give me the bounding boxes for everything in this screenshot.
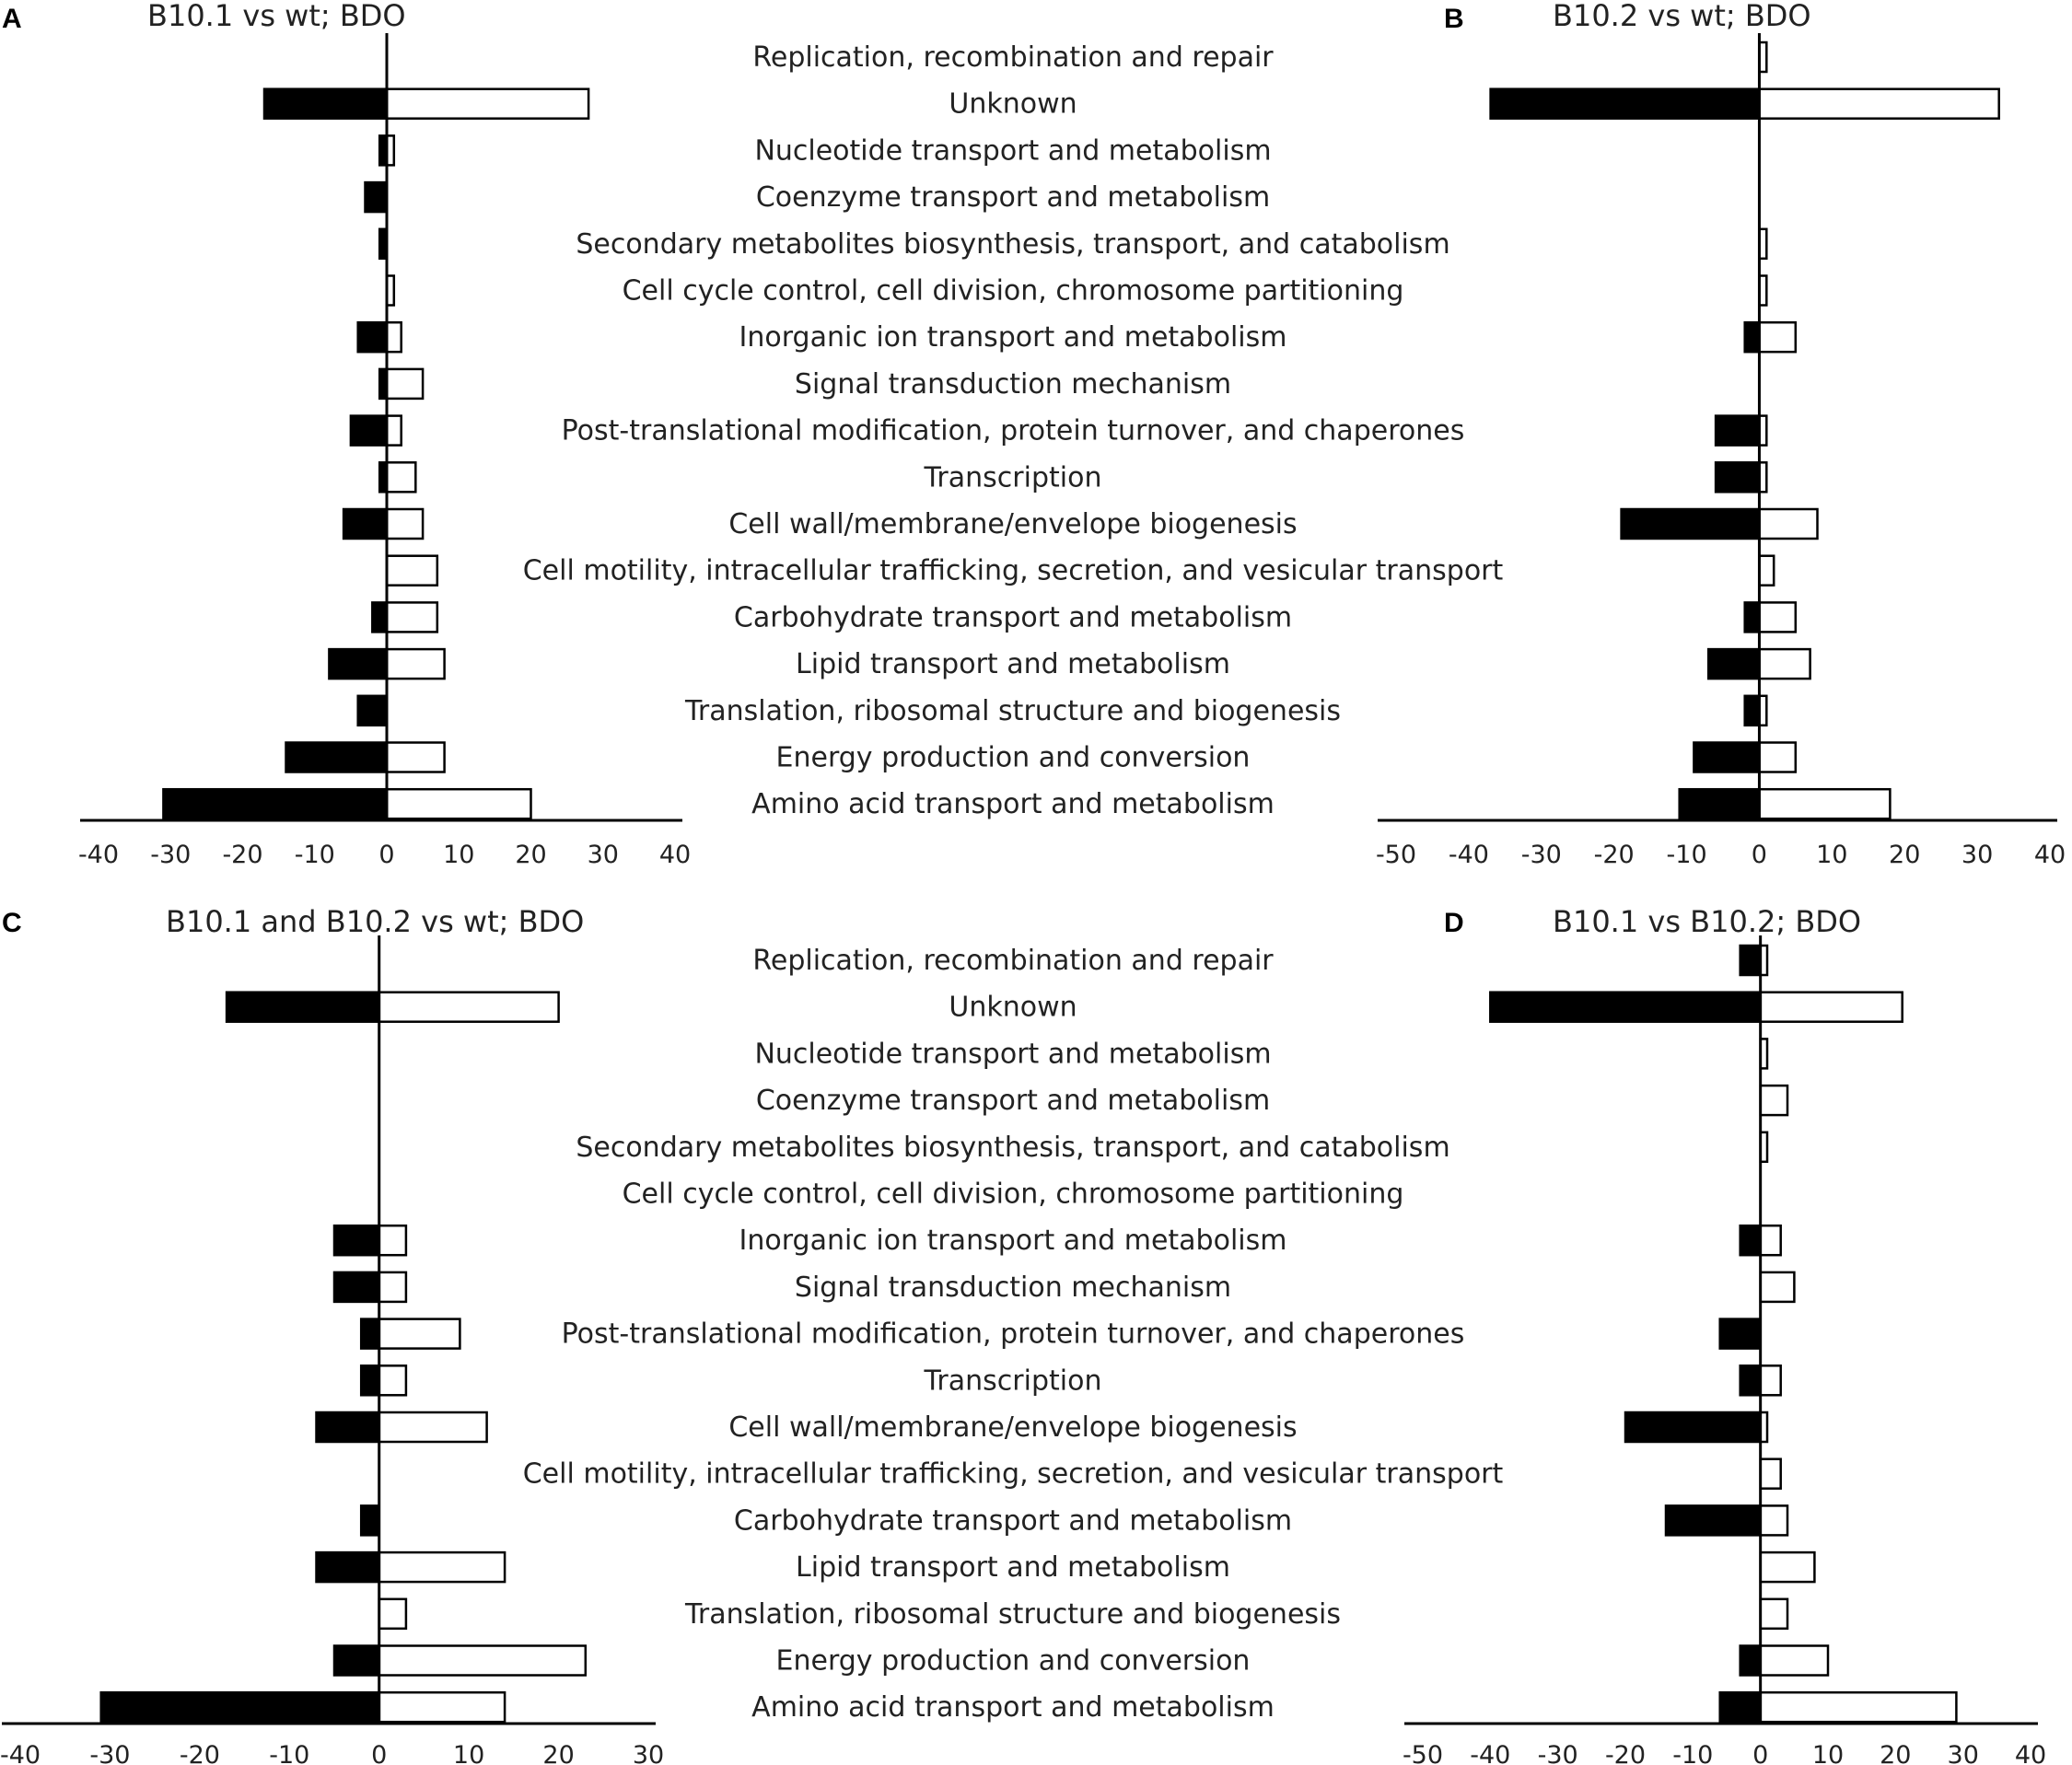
bar-up-energy-production-and-conversion — [387, 743, 445, 772]
x-tick-label: -50 — [1375, 841, 1417, 869]
x-tick-label: -50 — [1402, 1741, 1444, 1765]
bar-down-post-translational-modification-protein-turnover-and-chaperones — [351, 416, 387, 446]
category-label: Unknown — [949, 991, 1077, 1024]
bar-down-translation-ribosomal-structure-and-biogenesis — [1745, 696, 1760, 726]
bar-up-carbohydrate-transport-and-metabolism — [1761, 1505, 1787, 1535]
x-tick-label: 10 — [1816, 841, 1848, 869]
bar-up-energy-production-and-conversion — [379, 1646, 586, 1676]
x-tick-label: 0 — [1752, 1741, 1769, 1765]
bar-down-energy-production-and-conversion — [334, 1646, 379, 1676]
category-label: Cell motility, intracellular trafficking, secretion, and vesicular transport — [522, 1457, 1504, 1491]
bar-down-amino-acid-transport-and-metabolism — [163, 789, 387, 819]
bar-down-post-translational-modification-protein-turnover-and-chaperones — [1720, 1319, 1761, 1349]
panel-d — [1403, 904, 2046, 1765]
x-tick-label: -30 — [150, 841, 192, 869]
x-tick-label: -30 — [89, 1741, 131, 1765]
bar-down-amino-acid-transport-and-metabolism — [101, 1692, 379, 1722]
bar-down-inorganic-ion-transport-and-metabolism — [1740, 1225, 1761, 1255]
category-label: Transcription — [924, 461, 1102, 494]
bar-up-post-translational-modification-protein-turnover-and-chaperones — [387, 416, 402, 446]
panel-c — [0, 904, 1504, 1765]
bar-up-unknown — [379, 993, 559, 1022]
x-tick-label: 0 — [378, 841, 395, 869]
bar-up-cell-wall-membrane-envelope-biogenesis — [379, 1412, 487, 1442]
bar-up-lipid-transport-and-metabolism — [379, 1552, 505, 1582]
bar-up-unknown — [387, 89, 588, 119]
x-tick-label: 30 — [1961, 841, 1994, 869]
bar-up-cell-motility-intracellular-trafficking-secretion-and-vesicular-transport — [387, 556, 437, 586]
x-tick-label: -40 — [77, 841, 120, 869]
bar-down-energy-production-and-conversion — [286, 743, 388, 772]
bar-down-post-translational-modification-protein-turnover-and-chaperones — [1716, 416, 1759, 446]
category-label: Unknown — [949, 87, 1077, 121]
x-tick-label: -20 — [1604, 1741, 1647, 1765]
x-tick-label: -20 — [179, 1741, 220, 1765]
category-label: Cell cycle control, cell division, chromosome partitioning — [622, 274, 1404, 308]
category-label: Cell wall/membrane/envelope biogenesis — [728, 508, 1298, 540]
bar-down-transcription — [1716, 462, 1759, 492]
bar-up-cell-motility-intracellular-trafficking-secretion-and-vesicular-transport — [1761, 1459, 1781, 1489]
bar-up-energy-production-and-conversion — [1761, 1646, 1828, 1676]
category-label: Post-translational modification, protein turnover, and chaperones — [561, 1318, 1465, 1351]
x-tick-label: 30 — [587, 841, 619, 869]
bar-down-cell-wall-membrane-envelope-biogenesis — [343, 509, 387, 539]
x-tick-label: -30 — [1520, 841, 1562, 869]
x-tick-label: -20 — [1593, 841, 1635, 869]
bar-up-cell-wall-membrane-envelope-biogenesis — [387, 509, 423, 539]
bars — [1491, 42, 1999, 819]
category-label: Amino acid transport and metabolism — [751, 1691, 1275, 1724]
bar-down-inorganic-ion-transport-and-metabolism — [358, 322, 387, 352]
x-tick-label: -40 — [0, 1741, 41, 1765]
bar-up-signal-transduction-mechanism — [1761, 1272, 1795, 1302]
category-label: Nucleotide transport and metabolism — [754, 1038, 1272, 1071]
x-tick-label: -20 — [222, 841, 263, 869]
bar-up-unknown — [1761, 993, 1903, 1022]
x-tick-label: -40 — [1448, 841, 1489, 869]
bar-up-post-translational-modification-protein-turnover-and-chaperones — [379, 1319, 460, 1349]
category-label: Lipid transport and metabolism — [796, 1551, 1230, 1585]
bar-up-carbohydrate-transport-and-metabolism — [387, 602, 437, 632]
bar-down-inorganic-ion-transport-and-metabolism — [334, 1225, 379, 1255]
bar-down-energy-production-and-conversion — [1740, 1646, 1761, 1676]
bar-up-lipid-transport-and-metabolism — [387, 649, 445, 679]
category-label: Inorganic ion transport and metabolism — [739, 321, 1287, 354]
x-tick-label: 20 — [515, 841, 547, 869]
category-label: Cell motility, intracellular trafficking, secretion, and vesicular transport — [522, 554, 1504, 587]
bar-down-lipid-transport-and-metabolism — [317, 1552, 379, 1582]
bar-up-transcription — [387, 462, 415, 492]
bar-down-transcription — [1740, 1365, 1761, 1395]
category-label: Signal transduction mechanism — [794, 367, 1232, 401]
category-label: Amino acid transport and metabolism — [751, 788, 1275, 821]
bar-up-inorganic-ion-transport-and-metabolism — [379, 1225, 406, 1255]
x-tick-label: 10 — [452, 1741, 485, 1765]
category-label: Carbohydrate transport and metabolism — [733, 601, 1293, 634]
x-tick-label: 30 — [1947, 1741, 1979, 1765]
x-tick-label: 20 — [1880, 1741, 1912, 1765]
x-tick-label: -30 — [1537, 1741, 1578, 1765]
bar-up-amino-acid-transport-and-metabolism — [387, 789, 531, 819]
bar-down-carbohydrate-transport-and-metabolism — [361, 1505, 379, 1535]
panel-letter: B — [1444, 4, 1464, 34]
panel-title: B10.1 vs B10.2; BDO — [1553, 904, 1862, 939]
bar-down-replication-recombination-and-repair — [1740, 946, 1761, 975]
panel-title: B10.1 and B10.2 vs wt; BDO — [166, 904, 585, 939]
bar-down-energy-production-and-conversion — [1694, 743, 1759, 772]
category-label: Energy production and conversion — [775, 1644, 1251, 1678]
bar-up-signal-transduction-mechanism — [379, 1272, 406, 1302]
bars — [1490, 946, 1956, 1722]
bar-up-cell-wall-membrane-envelope-biogenesis — [1759, 509, 1817, 539]
panel-title: B10.2 vs wt; BDO — [1553, 0, 1811, 33]
bar-down-inorganic-ion-transport-and-metabolism — [1745, 322, 1760, 352]
bars — [101, 993, 586, 1723]
category-label: Energy production and conversion — [775, 741, 1251, 774]
category-label: Secondary metabolites biosynthesis, transport, and catabolism — [576, 1131, 1450, 1164]
panel-letter: C — [2, 908, 22, 938]
category-label: Replication, recombination and repair — [752, 41, 1274, 74]
bar-up-unknown — [1759, 89, 1998, 119]
category-label: Coenzyme transport and metabolism — [755, 181, 1271, 215]
x-tick-label: -10 — [1666, 841, 1707, 869]
bar-up-transcription — [1761, 1365, 1781, 1395]
panel-title: B10.1 vs wt; BDO — [147, 0, 406, 33]
x-tick-label: 20 — [542, 1741, 575, 1765]
x-tick-label: 40 — [2014, 1741, 2047, 1765]
category-label: Translation, ribosomal structure and biogenesis — [684, 1597, 1342, 1631]
bar-up-inorganic-ion-transport-and-metabolism — [1761, 1225, 1781, 1255]
x-tick-label: 10 — [1811, 1741, 1845, 1765]
bar-up-signal-transduction-mechanism — [387, 369, 423, 399]
bar-up-amino-acid-transport-and-metabolism — [379, 1692, 505, 1722]
category-label: Inorganic ion transport and metabolism — [739, 1225, 1287, 1258]
bar-up-energy-production-and-conversion — [1759, 743, 1795, 772]
x-tick-label: -10 — [269, 1741, 310, 1765]
x-tick-label: -10 — [294, 841, 335, 869]
x-tick-label: 30 — [632, 1741, 665, 1765]
x-tick-label: 0 — [1751, 841, 1767, 869]
bar-up-lipid-transport-and-metabolism — [1761, 1552, 1815, 1582]
bar-down-lipid-transport-and-metabolism — [329, 649, 387, 679]
bar-down-cell-wall-membrane-envelope-biogenesis — [1625, 1412, 1761, 1442]
x-tick-label: 0 — [371, 1741, 388, 1765]
category-label: Signal transduction mechanism — [794, 1271, 1232, 1304]
bar-up-translation-ribosomal-structure-and-biogenesis — [379, 1599, 406, 1629]
bar-up-inorganic-ion-transport-and-metabolism — [1759, 322, 1795, 352]
bar-up-coenzyme-transport-and-metabolism — [1761, 1086, 1787, 1115]
category-labels — [523, 41, 1504, 820]
x-tick-label: 20 — [1889, 841, 1921, 869]
bar-down-post-translational-modification-protein-turnover-and-chaperones — [361, 1319, 379, 1349]
bar-down-lipid-transport-and-metabolism — [1708, 649, 1759, 679]
x-tick-label: 40 — [658, 841, 692, 869]
bar-down-signal-transduction-mechanism — [334, 1272, 379, 1302]
category-label: Lipid transport and metabolism — [796, 648, 1230, 681]
bar-up-cell-motility-intracellular-trafficking-secretion-and-vesicular-transport — [1759, 556, 1774, 586]
category-label: Replication, recombination and repair — [752, 945, 1274, 977]
bar-down-unknown — [1491, 89, 1760, 119]
x-tick-label: -40 — [1470, 1741, 1511, 1765]
category-label: Cell cycle control, cell division, chromosome partitioning — [622, 1178, 1404, 1211]
bar-down-unknown — [1490, 993, 1760, 1022]
bar-down-translation-ribosomal-structure-and-biogenesis — [358, 696, 387, 726]
category-label: Transcription — [924, 1364, 1102, 1398]
axes — [1403, 935, 2046, 1765]
panel-letter: D — [1444, 908, 1464, 938]
panel-a — [2, 0, 1504, 869]
category-label: Carbohydrate transport and metabolism — [733, 1504, 1293, 1538]
bar-up-translation-ribosomal-structure-and-biogenesis — [1761, 1599, 1787, 1629]
bar-down-cell-wall-membrane-envelope-biogenesis — [1622, 509, 1760, 539]
bar-down-transcription — [361, 1365, 379, 1395]
bar-up-transcription — [379, 1365, 406, 1395]
bar-down-carbohydrate-transport-and-metabolism — [372, 602, 387, 632]
x-tick-label: 10 — [443, 841, 475, 869]
x-tick-label: 40 — [2033, 841, 2066, 869]
category-labels — [523, 945, 1504, 1724]
bar-up-amino-acid-transport-and-metabolism — [1759, 789, 1890, 819]
bar-down-carbohydrate-transport-and-metabolism — [1745, 602, 1760, 632]
category-label: Cell wall/membrane/envelope biogenesis — [728, 1411, 1298, 1444]
bars — [163, 89, 588, 819]
bar-up-amino-acid-transport-and-metabolism — [1761, 1692, 1957, 1722]
bar-down-unknown — [227, 993, 379, 1022]
bar-down-amino-acid-transport-and-metabolism — [1680, 789, 1760, 819]
bar-up-lipid-transport-and-metabolism — [1759, 649, 1810, 679]
category-label: Nucleotide transport and metabolism — [754, 134, 1272, 168]
bar-down-cell-wall-membrane-envelope-biogenesis — [317, 1412, 379, 1442]
category-label: Secondary metabolites biosynthesis, transport, and catabolism — [576, 227, 1450, 261]
bar-up-inorganic-ion-transport-and-metabolism — [387, 322, 402, 352]
bar-down-amino-acid-transport-and-metabolism — [1720, 1692, 1761, 1722]
category-label: Coenzyme transport and metabolism — [755, 1085, 1271, 1118]
panel-b — [1376, 0, 2066, 869]
bar-up-carbohydrate-transport-and-metabolism — [1759, 602, 1795, 632]
bar-down-unknown — [264, 89, 387, 119]
x-tick-label: -10 — [1672, 1741, 1714, 1765]
category-label: Translation, ribosomal structure and biogenesis — [684, 694, 1342, 727]
bar-down-coenzyme-transport-and-metabolism — [366, 182, 388, 212]
category-label: Post-translational modification, protein turnover, and chaperones — [561, 414, 1465, 447]
panel-letter: A — [2, 4, 22, 34]
bar-down-carbohydrate-transport-and-metabolism — [1666, 1505, 1761, 1535]
